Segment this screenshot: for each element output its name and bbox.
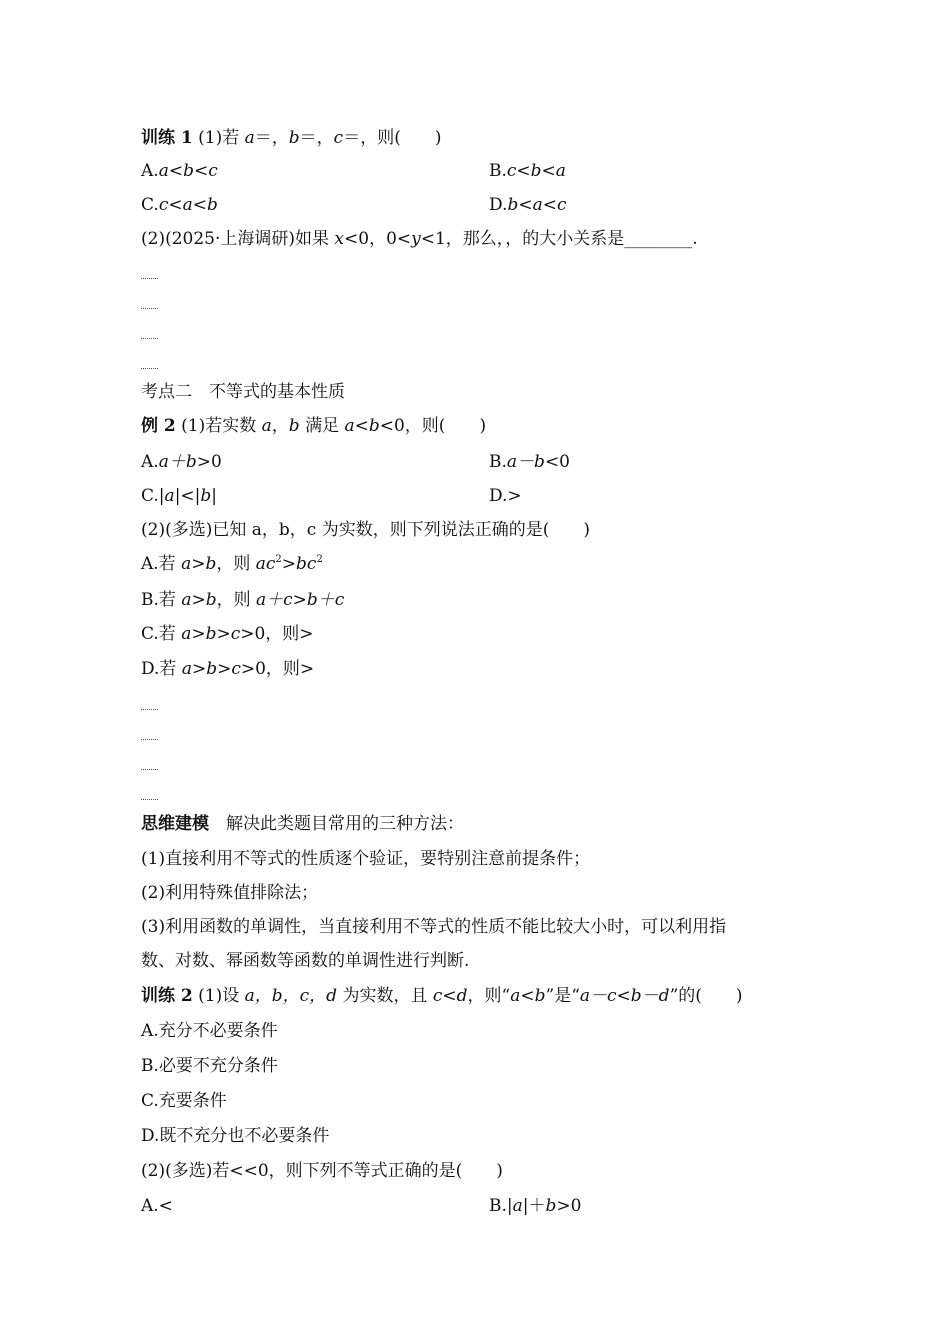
practice1-q1: 训练 1 (1)若 a＝，b＝，c＝，则( ): [141, 128, 442, 148]
section-title: 考点二 不等式的基本性质: [141, 382, 345, 402]
option-b: B.若 a>b，则 a＋c>b＋c: [141, 590, 345, 610]
option-a: A.a<b<c: [141, 161, 218, 181]
option-a: A.a＋b>0: [141, 452, 222, 472]
answer-dots: [141, 799, 158, 800]
option-d: D.>: [489, 486, 522, 506]
practice1-q2: (2)(2025·上海调研)如果 x<0，0<y<1，那么，，的大小关系是________.: [141, 229, 698, 249]
answer-dots: [141, 338, 158, 339]
example2-q2: (2)(多选)已知 a，b，c 为实数，则下列说法正确的是( ): [141, 520, 590, 540]
option-d: D.若 a>b>c>0，则>: [141, 659, 315, 679]
option-c: C.充要条件: [141, 1091, 227, 1111]
modeling-label: 思维建模: [141, 814, 209, 834]
practice2-q1: 训练 2 (1)设 a，b，c，d 为实数，且 c<d，则“a<b”是“a－c<b－d”的( ): [141, 986, 743, 1006]
option-c: C.|a|<|b|: [141, 486, 218, 506]
option-b: B.c<b<a: [489, 161, 566, 181]
answer-dots: [141, 739, 158, 740]
practice1-label: 训练 1: [141, 128, 193, 148]
modeling-method-1: (1)直接利用不等式的性质逐个验证，要特别注意前提条件；: [141, 849, 591, 869]
answer-dots: [141, 368, 158, 369]
modeling-method-3: (3)利用函数的单调性，当直接利用不等式的性质不能比较大小时，可以利用指: [141, 917, 727, 937]
answer-dots: [141, 769, 158, 770]
option-a: A.若 a>b，则 $ac^2>bc^2$: [141, 554, 323, 574]
practice2-q2: (2)(多选)若<<0，则下列不等式正确的是( ): [141, 1161, 503, 1181]
answer-dots: [141, 278, 158, 279]
option-c: C.若 a>b>c>0，则>: [141, 624, 314, 644]
option-a: A.<: [141, 1196, 173, 1216]
modeling-method-3-cont: 数、对数、幂函数等函数的单调性进行判断.: [141, 951, 470, 971]
option-b: B.|a|＋b>0: [489, 1196, 582, 1216]
answer-dots: [141, 709, 158, 710]
practice2-label: 训练 2: [141, 986, 193, 1006]
option-b: B.a－b<0: [489, 452, 570, 472]
option-b: B.必要不充分条件: [141, 1056, 278, 1076]
option-a: A.充分不必要条件: [141, 1021, 278, 1041]
example2-label: 例 2: [141, 416, 176, 436]
option-d: D.b<a<c: [489, 195, 567, 215]
example2-q1: 例 2 (1)若实数 a，b 满足 a<b<0，则( ): [141, 416, 487, 436]
answer-dots: [141, 308, 158, 309]
modeling-intro: 思维建模 解决此类题目常用的三种方法：: [141, 814, 464, 834]
option-c: C.c<a<b: [141, 195, 218, 215]
modeling-method-2: (2)利用特殊值排除法；: [141, 883, 319, 903]
option-d: D.既不充分也不必要条件: [141, 1126, 330, 1146]
